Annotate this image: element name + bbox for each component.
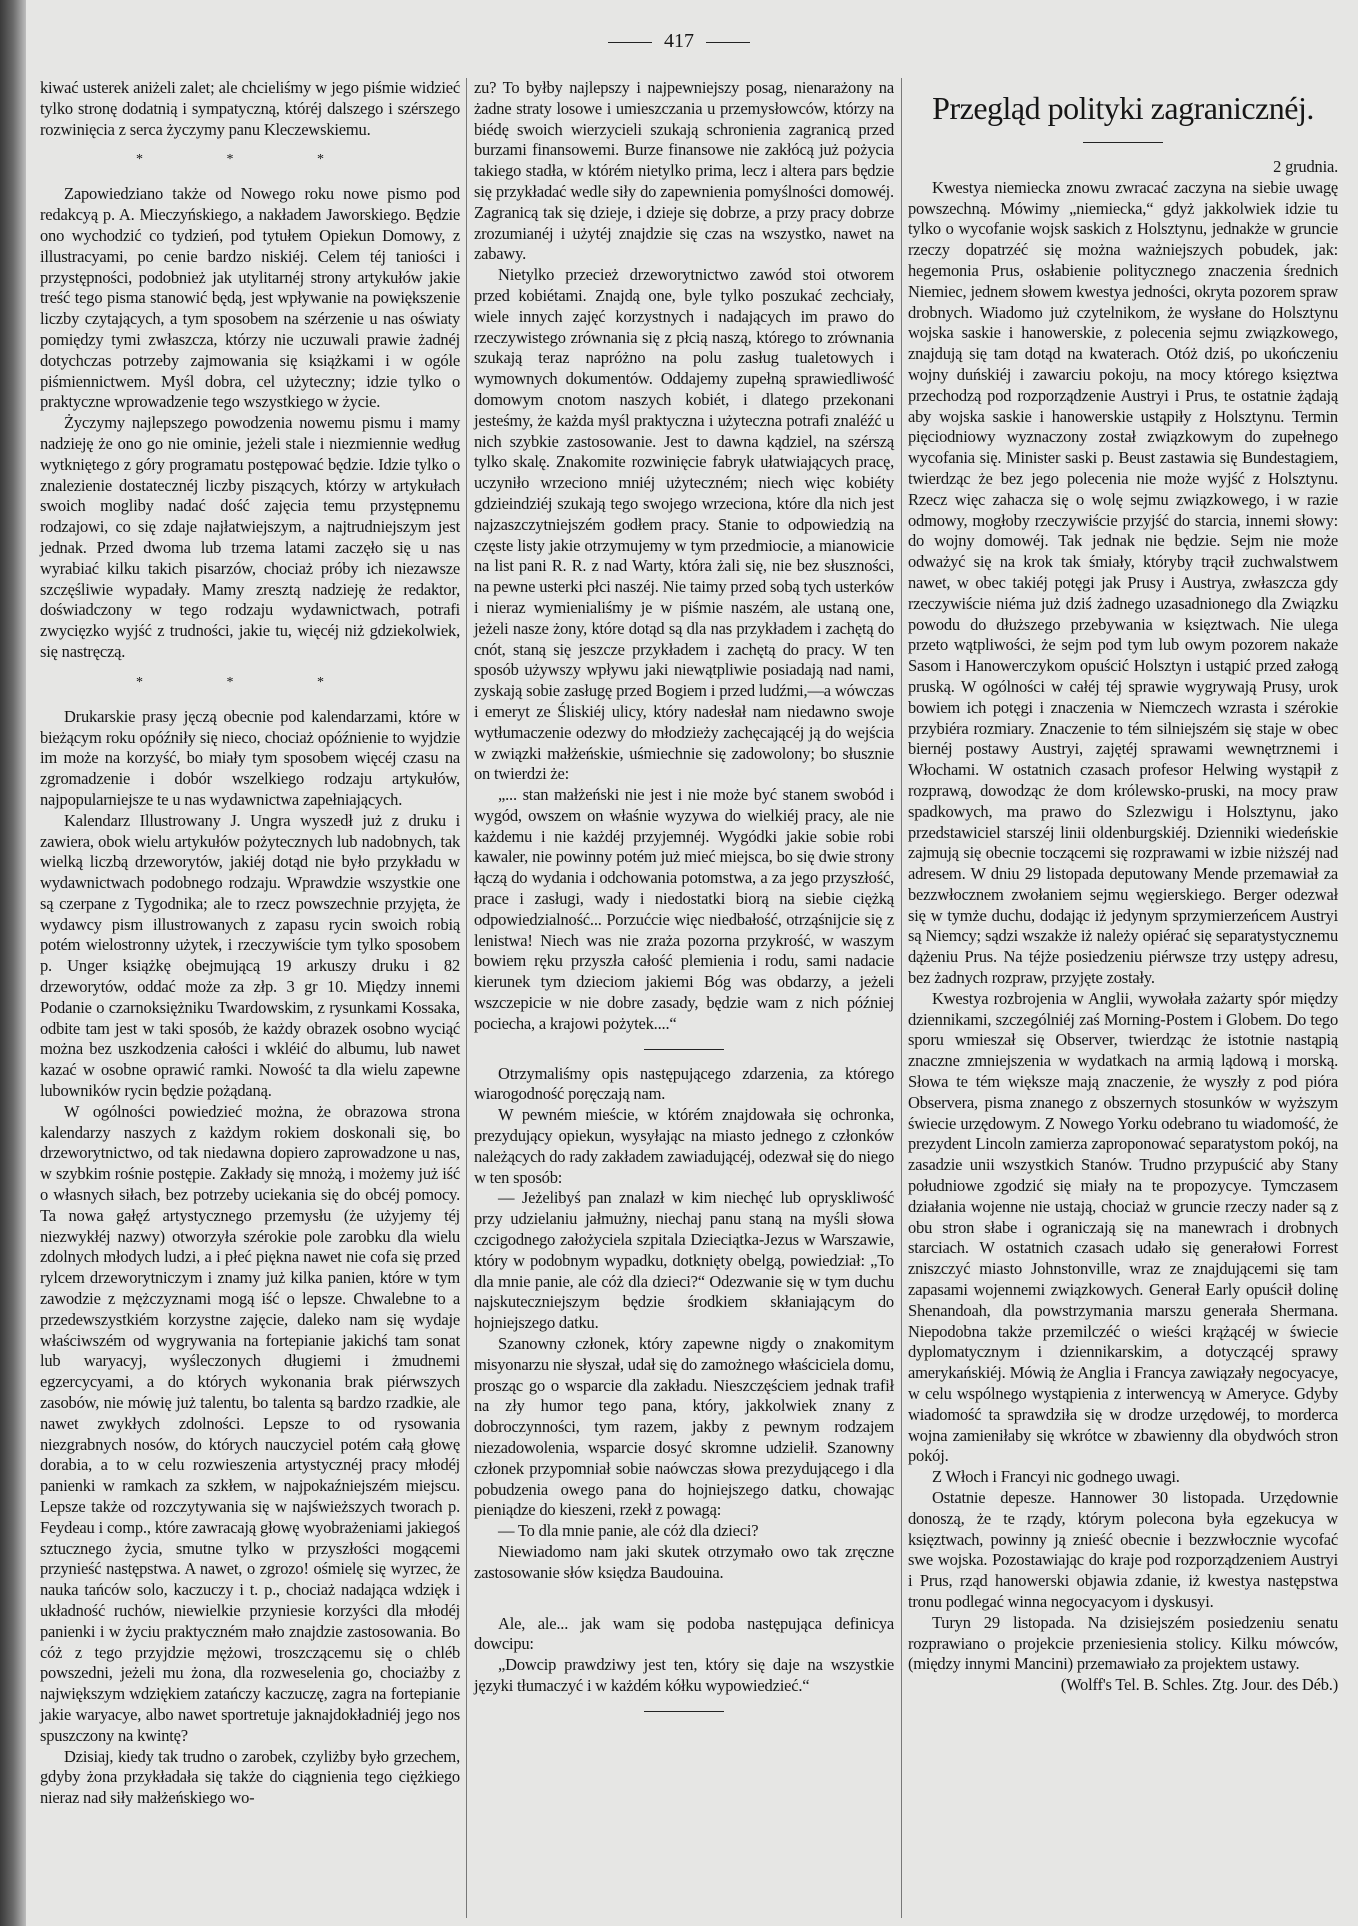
dash-right xyxy=(706,42,750,43)
column-middle xyxy=(474,78,894,1726)
paragraph: Otrzymaliśmy opis następującego zdarzenia, za którego wiarogodność poręczają nam. xyxy=(474,1063,894,1104)
dash-left xyxy=(608,42,652,43)
section-title: Przegląd polityki zagranicznéj. xyxy=(932,90,1314,126)
paragraph: — To dla mnie panie, ale cóż dla dzieci? xyxy=(498,1521,759,1541)
paragraph: Niewiadomo nam jaki skutek otrzymało owo tak zręczne zastosowanie słów księdza Baudouina. xyxy=(474,1541,894,1582)
paragraph: — Jeżelibyś pan znalazł w kim niechęć lub opryskliwość przy udzielaniu jałmużny, niechaj panu staną na myśli słowa czcigodnego założyciela szpitala Dzieciątka-Jezus w Warszawie, który w podobnym wypadku, dotknięty obelgą, powiedział: „To dla mnie panie, ale cóż dla dzieci?“ Odezwanie się w tym duchu najskuteczniejszym będzie środkiem skłaniającym do hojniejszego datku. xyxy=(474,1188,894,1333)
paragraph: kiwać usterek aniżeli zalet; ale chcieliśmy w jego piśmie widzieć tylko stronę dodatnią i sympatyczną, któréj dalszego i szérszego rozwinięcia z serca życzymy panu Kleczewskiemu. xyxy=(40,78,460,139)
section-asterisks: * * * xyxy=(136,152,364,168)
paragraph: W ogólności powiedzieć można, że obrazowa strona kalendarzy naszych z każdym rokiem doskonali się, bo drzeworytnictwo, od tak niedawna dopiero zaprowadzone u nas, w szybkim rośnie postępie. Zakłady się mnożą, i możemy już iść o własnych siłach, bez potrzeby uciekania się do obcéj pomocy. Ta nowa gałęź artystycznego przemysłu (że użyjemy téj niezwykłéj nazwy) otworzyła szérokie pole zarobku dla wielu zdolnych młodych ludzi, a i płeć piękna nawet nie cofa się przed rylcem drzeworytniczym i znamy już kilka panien, które w tym zawodzie z mężczyznami mogą iść o lepsze. Chwalebne to a przedewszystkiém korzystne zajęcie, daleko nam się wydaje właściwszém od wygrywania na fortepianie jakichś tam sonat lub waryacyj, wyśleczonych długiemi i żmudnemi egzercycyami, a do których wykonania brak piérwszych zasobów, nie mówię już talentu, bo talenta są bardzo rzadkie, ale nawet zwykłych zdolności. Lepsze to od rysowania niezgrabnych nosów, do których nauczyciel potém całą głowę dorabia, a to w celu rozwieszenia artystycznéj pracy młodéj panienki w ramkach za szkłem, w najpokaźniejszém miejscu. Lepsze także od rozczytywania się w najświeższych tworach p. Feydeau i comp., które zawracają głowę wyobrażeniami jakiegoś sztucznego życia, smutne tylko w przyszłości mogącemi przynieść następstwa. A nawet, o zgrozo! ośmielę się wyrzec, że nauka tańców solo, kaczuczy i t. p., chociaż nadająca wdzięk i układność ruchów, niewielkie przyniesie korzyści dla młodéj panienki i w życiu praktyczném mało znajdzie zastosowania. Bo cóż z tego przyjdzie mężowi, troszczącemu się o chléb powszedni, jeżeli mu żona, dla rozweselenia go, chociażby z największym wdziękiem zatańczy kaczuczę, zagra na fortepianie jakie waryacye, albo nawet sportretuje jaknajdokładniéj jego nos spuszczony na kwintę? xyxy=(40,1101,460,1745)
separator-rule xyxy=(644,1049,724,1050)
sources-credit: (Wolff's Tel. B. Schles. Ztg. Jour. des Déb.) xyxy=(1060,1675,1338,1695)
dateline: 2 grudnia. xyxy=(1273,157,1338,176)
paragraph: Nietylko przecież drzeworytnictwo zawód stoi otworem przed kobiétami. Znajdą one, byle tylko poszukać zechciały, wiele innych zajęć korzystnych i nadających im prawo do rzeczywistego zrównania się z płcią naszą, którego to zrównania szukają teraz napróżno na polu zasług tualetowych i wymownych dokumentów. Oddajemy zupełną sprawiedliwość domowym cnotom naszych kobiét, i dlatego przekonani jesteśmy, że każda myśl praktyczna i użyteczna potrafi znaléźć u nich szybkie zastosowanie. Jest to dawna kądziel, na szérszą tylko skalę. Znakomite rozwinięcie fabryk ułatwiających pracę, uczyniło wrzeciono mniéj użyteczném; niech więc kobiéty gdzieindziéj szukają tego swojego wrzeciona, które dla nich jest najzaszczytniejszém godłem pracy. Stanie to odpowiedzią na częste listy jakie otrzymujemy w tym przedmiocie, a mianowicie na list pani R. R. z nad Warty, która żali się, nie bez słuszności, na pewne usterki płci naszéj. Nie taimy przed sobą tych usterków i nieraz wymienialiśmy je w piśmie naszém, ale ustaną one, jeżeli nasze żony, które dotąd są dla nas przykładem i zachętą do cnót, staną się jeszcze przykładem i zachętą do pracy. W ten sposób używszy wpływu jaki niewątpliwie posiadają nad nami, zyskają sobie zasługę przed Bogiem i przed ludźmi,—a wówczas i emeryt ze Śliskiéj ulicy, który nadesłał nam niedawno swoje wytłumaczenie odezwy do młodzieży zachęcającéj ją do wejścia w związki małżeńskie, uśmiechnie się zadowolony; bo słusznie on twierdzi że: xyxy=(474,265,894,784)
paragraph: Z Włoch i Francyi nic godnego uwagi. xyxy=(932,1467,1180,1487)
paragraph: Zapowiedziano także od Nowego roku nowe pismo pod redakcyą p. A. Mieczyńskiego, a nakładem Jaworskiego. Będzie ono wychodzić co tydzień, pod tytułem Opiekun Domowy, z illustracyami, po cenie bardzo niskiéj. Celem téj taniości i przystępności, podobnież jak utylitarnéj strony artykułów jakie treść tego pisma stanowić będą, jest wpływanie na powiększenie liczby czytających, a tym sposobem na szérzenie u nas oświaty pomiędzy tymi zwłaszcza, którzy nie uczuwali prawie żadnéj dotychczas potrzeby zajmowania się książkami i w ogóle piśmiennictwem. Myśl dobra, cel użyteczny; idzie tylko o praktyczne wprowadzenie tego wszystkiego w życie. xyxy=(40,184,460,412)
paragraph: Szanowny członek, który zapewne nigdy o znakomitym misyonarzu nie słyszał, udał się do zamożnego właściciela domu, prosząc go o wsparcie dla zakładu. Nieszczęściem jednak trafił na zły humor tego pana, który, jakkolwiek znany z dobroczynności, tym razem, jakby z pewnym rodzajem niezadowolenia, wsparcie dosyć skromne udzielił. Szanowny członek przypomniał sobie naówczas słowa prezydującego i dla pobudzenia owego pana do hojniejszego datku, chowając pieniądze do kieszeni, rzekł z powagą: xyxy=(474,1334,894,1520)
paragraph: Kalendarz Illustrowany J. Ungra wyszedł już z druku i zawiera, obok wielu artykułów pożytecznych lub nadobnych, tak wielką liczbą drzeworytów, jakiéj dotąd nie było przykładu w wydawnictwach podobnego rodzaju. Wprawdzie wszystkie one są czerpane z Tygodnika; ale to rzecz powszechnie przyjęta, że wydawcy pism illustrowanych z zapasu rycin swoich robią potém wielostronny użytek, i rzeczywiście tym tylko sposobem p. Unger książkę obejmującą 19 arkuszy druku i 82 drzeworytów, oddać może za złp. 3 gr 10. Między innemi Podanie o czarnoksiężniku Twardowskim, z rysunkami Kossaka, odbite tam jest w taki sposób, że każdy obrazek osobno wyciąć można bez uszkodzenia całości i wkléić do albumu, lub nawet kazać w osobne oprawić ramki. Nowość ta dla wielu zapewne lubowników rycin będzie pożądaną. xyxy=(40,810,460,1101)
column-divider xyxy=(466,78,467,1918)
paragraph: „... stan małżeński nie jest i nie może być stanem swobód i wygód, owszem on właśnie wyzywa do wielkiéj pracy, ale nie każdemu i nie każdéj przyjemnéj. Wygódki jakie sobie robi kawaler, nie powinny potém już mieć miejsca, bo się dwie strony łączą do wydania i odchowania potomstwa, a za jego przyszłość, prace i zasługi, wady i niedostatki biorą na siebie ciężką odpowiedzialność... Porzućcie więc niedbałość, otrząśnijcie się z lenistwa! Niech was nie zraża pozorna przykrość, w waszym bowiem ręku przyszła całość plemienia i rodu, sami nadacie kierunek tym dzieciom jakiemi Bóg was obdarzy, a jeżeli wszczepicie w nie dobre zasady, będzie wam z nich później pociecha, a krajowi pożytek....“ xyxy=(474,785,894,1033)
paragraph: Kwestya niemiecka znowu zwracać zaczyna na siebie uwagę powszechną. Mówimy „niemiecka,“ gdyż jakkolwiek idzie tu tylko o wycofanie wojsk saskich z Holsztynu, jednakże w gruncie rzeczy dopatrzéć się można ważniejszych pobudek, jak: hegemonia Prus, osłabienie politycznego znaczenia średnich Niemiec, jednem słowem kwestya jedności, okryta pozorem spraw drobnych. Wiadomo już czytelnikom, że wysłane do Holsztynu wojska saskie i hanowerskie, z polecenia sejmu związkowego, znajdują się tam dotąd na kwaterach. Otóż dziś, po ukończeniu wojny duńskiéj i zawarciu pokoju, na mocy którego księztwa przechodzą pod rozporządzenie Austryi i Prus, te ostatnie żądają aby wojska saskie i hanowerskie ustąpiły z Holsztynu. Termin pięciodniowy wyznaczony został związkowym do zupełnego wycofania się. Minister saski p. Beust zastawia się Bundestagiem, twierdząc że bez jego polecenia nie może wyjść z Holsztynu. Rzecz więc zahacza się o wolę sejmu związkowego, i w razie odmowy, mogłoby rzeczywiście przyjść do starcia, innemi słowy: do wojny domowéj. Tak jednak nie będzie. Sejm nie może odważyć się na krok tak śmiały, któryby trącił zuchwalstwem nawet, w obec takiéj potęgi jak Prusy i Austrya, zwłaszcza gdy rzeczywiście niéma już dziś żadnego uzasadnionego dla Związku powodu do dłuższego przebywania w księztwach. Nie ulega przeto wątpliwości, że sejm pod tym lub owym pozorem nakaże Sasom i Hanowerczykom opuścić Holsztyn i ustąpić przed załogą pruską. W ogólności w całéj téj sprawie wygrywają Prusy, urok bowiem ich potęgi i znaczenia w Niemczech wzrasta i szérokie przybiéra rozmiary. Znaczenie to tém silniejszém się staje w obec biernéj postawy Austryi, zajętéj sprawami wewnętrznemi i Włochami. W ostatnich czasach profesor Helwing wystąpił z rozprawą, dowodząc że dom królewsko-pruski, na mocy praw spadkowych, ma prawo do Szlezwigu i Holsztynu, jako przedstawiciel starszéj linii oldenburgskiéj. Dzienniki wiedeńskie zajmują się obecnie toczącemi się rozprawami w izbie niższéj nad adresem. W dniu 29 listopada deputowany Mende przemawiał za bezzwłocznem zwołaniem sejmu węgierskiego. Berger odezwał się w tymże duchu, dodając iż jedynym sprzymierzeńcem Austryi są Niemcy; sądzi wszakże iż należy opiérać się separatystycznemu dążeniu Prus. Na téjże posiedzeniu piérwsze trzy ustępy adresu, bez żadnych rozpraw, przyjęte zostały. xyxy=(908,177,1338,988)
paragraph: Dzisiaj, kiedy tak trudno o zarobek, czyliżby było grzechem, gdyby żona przykładała się także do ciągnienia tego ciężkiego nieraz nad siły małżeńskiego wo- xyxy=(40,1746,460,1808)
column-left xyxy=(40,78,460,1809)
separator-rule xyxy=(1083,142,1163,143)
paragraph: Ostatnie depesze. Hannower 30 listopada. Urzędownie donoszą, że te rządy, którym polecona była egzekucya w księztwach, powinny ją znieść obecnie i bezzwłocznie wycofać swe wojska. Pozostawiając do kraje pod rozporządzeniem Austryi i Prus, rząd hanowerski objawia zdanie, iż kwestya następstwa tronu podlegać winna negocyacyom i dyskusyi. xyxy=(908,1488,1338,1611)
page-number-text: 417 xyxy=(664,30,694,52)
paragraph: „Dowcip prawdziwy jest ten, który się daje na wszystkie języki tłumaczyć i w każdém kółku wypowiedzieć.“ xyxy=(474,1655,894,1695)
paragraph: Turyn 29 listopada. Na dzisiejszém posiedzeniu senatu rozprawiano o projekcie przeniesienia stolicy. Kilku mówców, (między innymi Mancini) przemawiało za projektem ustawy. xyxy=(908,1612,1338,1674)
spacer xyxy=(474,1584,894,1614)
paragraph: Ale, ale... jak wam się podoba następująca definicya dowcipu: xyxy=(474,1613,894,1654)
separator-rule xyxy=(644,1711,724,1712)
paragraph: Drukarskie prasy jęczą obecnie pod kalendarzami, które w bieżącym roku opóźniły się nieco, chociaż opóźnienie to wyjdzie im może na korzyść, bo miały tym sposobem więcéj czasu na zgromadzenie i dobór wszelkiego rodzaju artykułów, najpopularniejsze te u nas wydawnictwa zapełniających. xyxy=(40,706,460,809)
paragraph: Kwestya rozbrojenia w Anglii, wywołała zażarty spór między dziennikami, szczególniéj zaś Morning-Postem i Globem. Do tego sporu wmieszał się Observer, twierdząc że istotnie nastąpią znaczne zmniejszenia w wydatkach na armią lądową i morską. Słowa te tém większe mają znaczenie, że wyszły z pod pióra Observera, pisma znanego z obszernych stosunków w wyższym świecie urzędowym. Z Nowego Yorku odebrano tu wiadomość, że prezydent Lincoln zamierza zaproponować separatystom pokój, na zasadzie unii wszystkich Stanów. Trudno przypuścić aby Stany południowe zgodzić się miały na te propozycye. Tymczasem działania wojenne nie ustają, chociaż w gruncie rzeczy nader są z obu stron słabe i ograniczają się na manewrach i drobnych starciach. W ostatnich czasach udało się generałowi Forrest zniszczyć miasto Johnstonville, wraz ze znajdującemi się tam zapasami wojennemi związkowych. Generał Early opuścił dolinę Shenandoah, dla powstrzymania marszu generała Shermana. Niepodobna także przemilczéć o wieści krążącéj w świecie dyplomatycznym i dziennikarskim, a dotyczącéj sprawy amerykańskiéj. Mówią że Anglia i Francya zawiązały negocyacye, w celu wspólnego wystąpienia z interwencyą w Ameryce. Gdyby wiadomość ta sprawdziła się w drodze urzędowéj, to morderca wojna zamieniłaby się wkrótce w zbawienny dla obydwóch stron pokój. xyxy=(908,988,1338,1466)
paragraph: Życzymy najlepszego powodzenia nowemu pismu i mamy nadzieję że ono go nie ominie, jeżeli stale i niezmiennie według wytkniętego z góry programatu postępować będzie. Idzie tylko o znalezienie dostatecznéj liczby piszących, którzy w artykułach swoich mogliby nadać dość zajęcia temu przystępnemu rodzajowi, co się zdaje najłatwiejszym, a najtrudniejszym jest jednak. Przed dwoma lub trzema latami zaczęło się u nas wyrabiać kilku takich pisarzów, chociaż próby ich niezawsze szczęśliwie wypadały. Mamy zresztą nadzieję że redaktor, doświadczony w tego rodzaju wydawnictwach, potrafi zwycięzko wyjść z trudności, jakie tu, więcéj niż gdziekolwiek, się nastręczą. xyxy=(40,413,460,661)
section-asterisks: * * * xyxy=(136,674,364,690)
column-divider xyxy=(901,78,902,1918)
page-binding-edge xyxy=(0,0,26,1926)
column-right xyxy=(908,78,1338,1696)
paragraph: zu? To byłby najlepszy i najpewniejszy posag, nienarażony na żadne straty losowe i umieszczania u przemysłowców, którzy na biédę swoich wierzycieli szukają schronienia zagranicą przed burzami finansowemi. Burze finansowe nie zakłócą już pożycia takiego stadła, w którém nietylko prima, lecz i altera pars będzie się przykładać wedle siły do zapewnienia pomyślności domowéj. Zagranicą tak się dzieje, i dzieje się dobrze, a przy pracy dobrze zrozumianéj i użytéj znajdzie się czas na wszystko, nawet na zabawy. xyxy=(474,78,894,264)
page-number xyxy=(0,30,1358,53)
paragraph: W pewném mieście, w którém znajdowała się ochronka, prezydujący opiekun, wysyłając na miasto jednego z członków należących do rady zakładem zawiadującéj, odezwał się do niego w ten sposób: xyxy=(474,1105,894,1187)
